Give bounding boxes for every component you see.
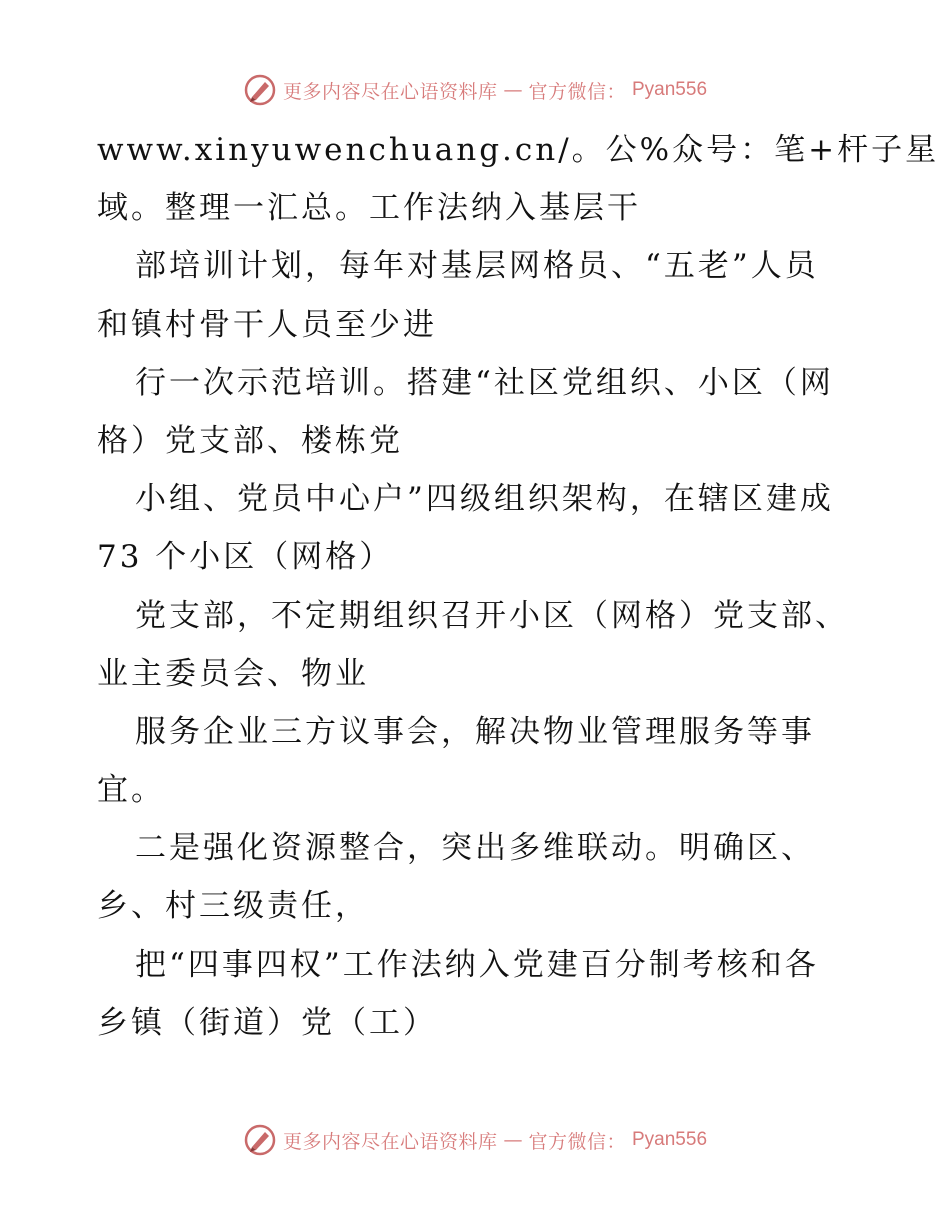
pen-logo-icon: [243, 1123, 277, 1157]
text-line: 党支部，不定期组织召开小区（网格）党支部、: [135, 597, 849, 634]
footer-separator: —: [503, 1129, 523, 1151]
footer-banner-text: 更多内容尽在心语资料库: [282, 1130, 498, 1153]
text-line: 把“四事四权”工作法纳入党建百分制考核和各: [135, 946, 819, 983]
pen-logo-icon: [243, 73, 277, 107]
text-line: 乡、村三级责任，: [97, 888, 369, 925]
text-line: 小组、党员中心户”四级组织架构，在辖区建成: [135, 481, 834, 518]
text-line: 二是强化资源整合，突出多维联动。明确区、: [135, 830, 815, 867]
header-banner-text: 更多内容尽在心语资料库: [282, 80, 498, 103]
header-separator: —: [503, 79, 523, 101]
footer-official-label: 官方微信：: [528, 1130, 626, 1153]
text-line: 部培训计划，每年对基层网格员、“五老”人员: [135, 248, 819, 285]
text-line: 宜。: [97, 772, 165, 809]
text-line: 乡镇（街道）党（工）: [97, 1004, 437, 1041]
header-banner: [0, 70, 950, 110]
text-line: 域。整理一汇总。工作法纳入基层干: [97, 190, 641, 227]
footer-wechat-id: Pyan556: [632, 1129, 708, 1150]
text-line: 格）党支部、楼栋党: [97, 422, 403, 459]
text-line: 和镇村骨干人员至少进: [97, 306, 437, 343]
text-line: 业主委员会、物业: [97, 655, 369, 692]
header-official-label: 官方微信：: [528, 80, 626, 103]
text-line: 73 个小区（网格）: [97, 539, 394, 576]
footer-banner: [0, 1120, 950, 1160]
header-wechat-id: Pyan556: [632, 79, 708, 100]
text-line: 行一次示范培训。搭建“社区党组织、小区（网: [135, 364, 834, 401]
text-line: 服务企业三方议事会，解决物业管理服务等事: [135, 713, 815, 750]
text-line: www.xinyuwenchuang.cn/。公%众号：笔+杆子星: [97, 132, 940, 168]
document-body: [97, 121, 940, 1052]
